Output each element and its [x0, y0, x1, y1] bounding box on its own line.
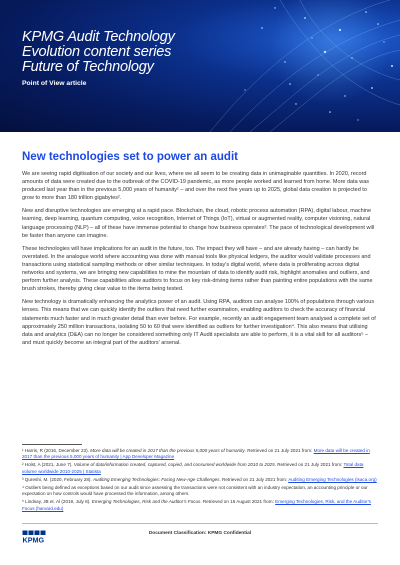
footnote-link[interactable]: Auditing Emerging Technologies (isaca.org)	[288, 476, 377, 482]
article-body	[22, 150, 378, 352]
footnote-divider	[22, 444, 82, 445]
document-classification: Document Classification: KPMG Confidential	[148, 531, 252, 536]
footnote-2	[22, 462, 378, 475]
footnote-retrieved: . Retrieved on 16 August 2021 from:	[200, 499, 276, 505]
footnote-text: ¹ Harris, R (2016, December 23).	[22, 448, 91, 453]
footnote-3	[22, 477, 378, 483]
footnote-4	[22, 485, 378, 498]
paragraph-1: We are seeing rapid digitisation of our society and our lives, where we all seem to be creating data in unimaginable quantities. In 2020, record amounts of data were created due to the outbreak of the COVID-19 pandemic, as more people worked and learned from home. More data was produced last year than in the previous 5,000 years of humanity¹ – and over the next five years up to 2025, global data creation is projected to grow to more than 180 trillion gigabytes².	[22, 171, 369, 202]
series-title	[22, 30, 222, 75]
footnotes	[22, 448, 378, 514]
hero-banner	[0, 0, 400, 132]
paragraph-4: New technology is dramatically enhancing the analytics power of an audit. Using RPA, auditors can analyse 100% of populations through various lenses. This means that we can quickly identify the outliers that need further examination, enabling auditors to check the accuracy of financial statements much faster and in much greater detail than ever before. For example, recently an audit engagement team analysed a complete set of approximately 250 million transactions, isolating 50 to 60 that were identified as outliers for further investigation⁴. This also means that utilising data and analytics (D&A) can no longer be considered something only IT Audit specialists are able to perform, it is a vital skill for all auditors⁵ – and must quickly become an integral part of the auditors' arsenal.	[22, 299, 376, 346]
series-title-line-1: KPMG Audit Technology	[22, 29, 175, 45]
footnote-source-title: Emerging Technologies, Risk and the Auditor's Focus	[91, 499, 201, 505]
footnote-text: ³ Qureshi, M. (2020, February 28).	[22, 476, 93, 482]
footer-divider	[22, 523, 378, 524]
footnote-source-title: Auditing Emerging Technologies: Facing New-Age Challenges	[92, 476, 220, 482]
footnote-link[interactable]: Total data volume worldwide 2010-2025 | Statista	[22, 462, 364, 474]
paragraph-3: These technologies will have implications for an audit in the future, too. The impact they will have – and are already having – can hardly be overstated. In the analogue world where accounting was done with manual tools like physical ledgers, the auditor would validate processes and transactions using statistical sampling methods or other similar techniques. In today's digital world, where data is proliferating across digital networks and systems, we are bringing new capabilities to mine the mountain of data to identify audit risk, highlight anomalies and outliers, and perform further analysis. These capabilities allow auditors to focus on key risk-driving items rather than painting entire populations with the same brush strokes, thereby giving clear value to the items being tested.	[22, 245, 373, 293]
series-title-line-3: Future of Technology	[22, 59, 154, 75]
article-heading: New technologies set to power an audit	[22, 151, 238, 163]
footnote-link[interactable]: More data will be created in 2017 than the previous 5,000 years of humanity | App Developer Magazine	[22, 448, 370, 460]
footnote-5	[22, 499, 378, 512]
footnote-source-title: Volume of data/information created, captured, copied, and consumed worldwide from 2010 to 2025	[73, 462, 275, 468]
footnote-retrieved: . Retrieved on 21 July 2021 from:	[219, 476, 289, 482]
paragraph-2: New and disruptive technologies are emerging at a rapid pace. Blockchain, the cloud, robotic process automation (RPA), digital labour, machine learning, deep learning, quantum computing, voice recognition, Internet of Things (IoT), virtual or augmented reality, computer visioning, natural language processing (NLP) – all of these have immense potential to change how business operates³. The pace of technological development will be faster than anyone can imagine.	[22, 208, 375, 239]
series-title-line-2: Evolution content series	[22, 44, 172, 60]
footnote-source-title: More data will be created in 2017 than the previous 5,000 years of humanity	[90, 448, 245, 453]
footnote-retrieved: . Retrieved on 21 July 2021 from:	[244, 448, 314, 453]
footnote-link[interactable]: Emerging Technologies, Risk, and the Auditor's Focus (harvard.edu)	[22, 499, 371, 511]
footnote-1	[22, 448, 378, 461]
footnote-text: ² Holst, A (2021, June 7).	[22, 462, 74, 468]
footnote-text: ⁴ Outliers being defined as exceptions based on our audit since assessing the transactions were not consistent with an industry expectation, an accounting principle or our expectation on how controls would have processed the information, among others.	[22, 484, 368, 497]
article-type-label: Point of View article	[22, 80, 87, 87]
footnote-retrieved: . Retrieved on 21 July 2021 from:	[274, 462, 344, 468]
logo-wordmark: KPMG	[22, 535, 45, 544]
footnote-text: ⁵ Lindsay, JB et. Al (2019, July 8).	[22, 499, 92, 505]
